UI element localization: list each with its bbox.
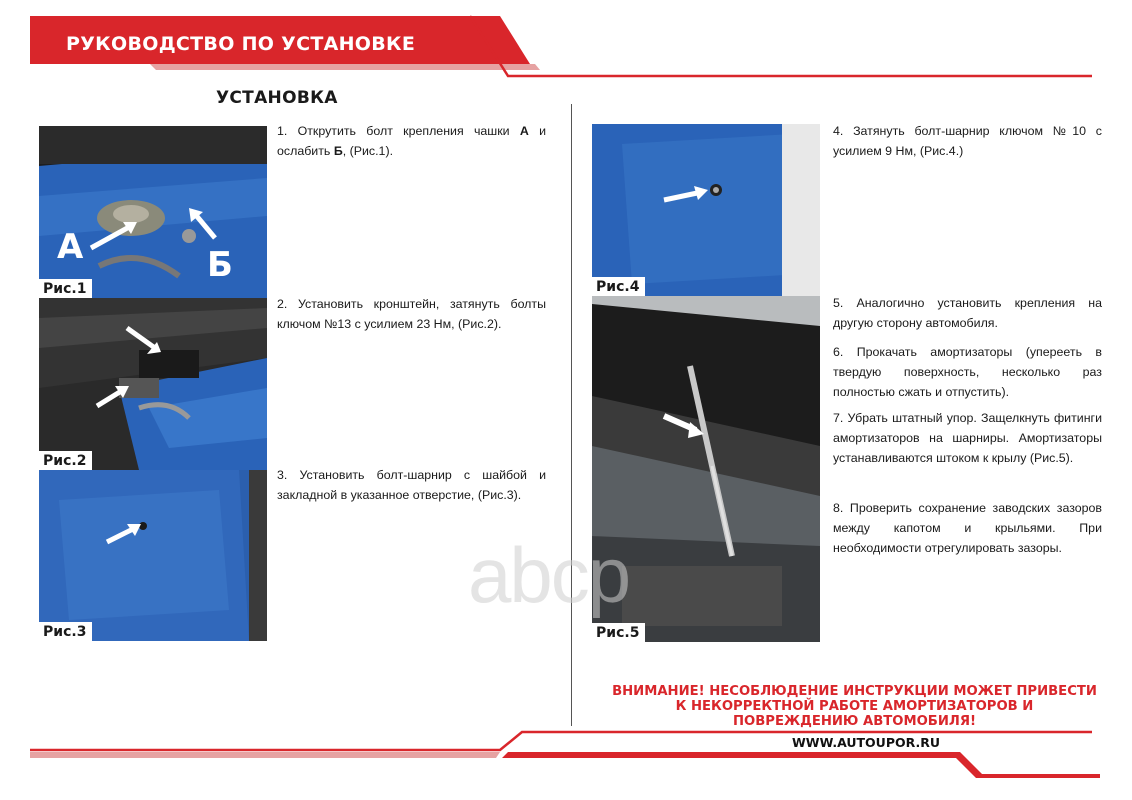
step-1-text: 1. Открутить болт крепления чашки А и ослабить Б, (Рис.1). [277,124,546,158]
figure-4-photo [592,124,820,296]
label-b: Б [207,245,233,285]
document-title: РУКОВОДСТВО ПО УСТАНОВКЕ [66,33,416,55]
figure-2-caption: Рис.2 [39,451,92,470]
step-8-text: 8. Проверить сохранение заводских зазоров между капотом и крыльями. При необходимости отрегулировать зазоры. [833,501,1102,555]
figure-1-photo [39,126,267,298]
warning-text: ВНИМАНИЕ! НЕСОБЛЮДЕНИЕ ИНСТРУКЦИИ МОЖЕТ ПРИВЕСТИ К НЕКОРРЕКТНОЙ РАБОТЕ АМОРТИЗАТОРОВ И ПОВРЕЖДЕНИЮ АВТОМОБИЛЯ! [612,684,1097,729]
step-6-text: 6. Прокачать амортизаторы (уперееть в твердую поверхность, несколько раз полностью сжать и отпустить). [833,345,1102,399]
step-2-text: 2. Установить кронштейн, затянуть болты ключом №13 с усилием 23 Нм, (Рис.2). [277,297,546,331]
figure-1-caption: Рис.1 [39,279,92,298]
figure-5-caption: Рис.5 [592,623,645,642]
column-divider [571,104,572,726]
watermark-logo: abcp [468,531,630,619]
step-5-text: 5. Аналогично установить крепления на другую сторону автомобиля. [833,296,1102,330]
step-3-text: 3. Установить болт-шарнир с шайбой и закладной в указанное отверстие, (Рис.3). [277,468,546,502]
label-a: А [57,227,84,267]
step-7-text: 7. Убрать штатный упор. Защелкнуть фитинги амортизаторов на шарниры. Амортизаторы устанавливаются штоком к крылу (Рис.5). [833,411,1102,465]
section-title: УСТАНОВКА [216,88,338,108]
figure-4-caption: Рис.4 [592,277,645,296]
site-url[interactable]: WWW.AUTOUPOR.RU [792,735,941,750]
figure-3-photo [39,470,267,641]
figure-2-photo [39,298,267,470]
step-4-text: 4. Затянуть болт-шарнир ключом №10 с усилием 9 Нм, (Рис.4.) [833,124,1102,158]
figure-3-caption: Рис.3 [39,622,92,641]
